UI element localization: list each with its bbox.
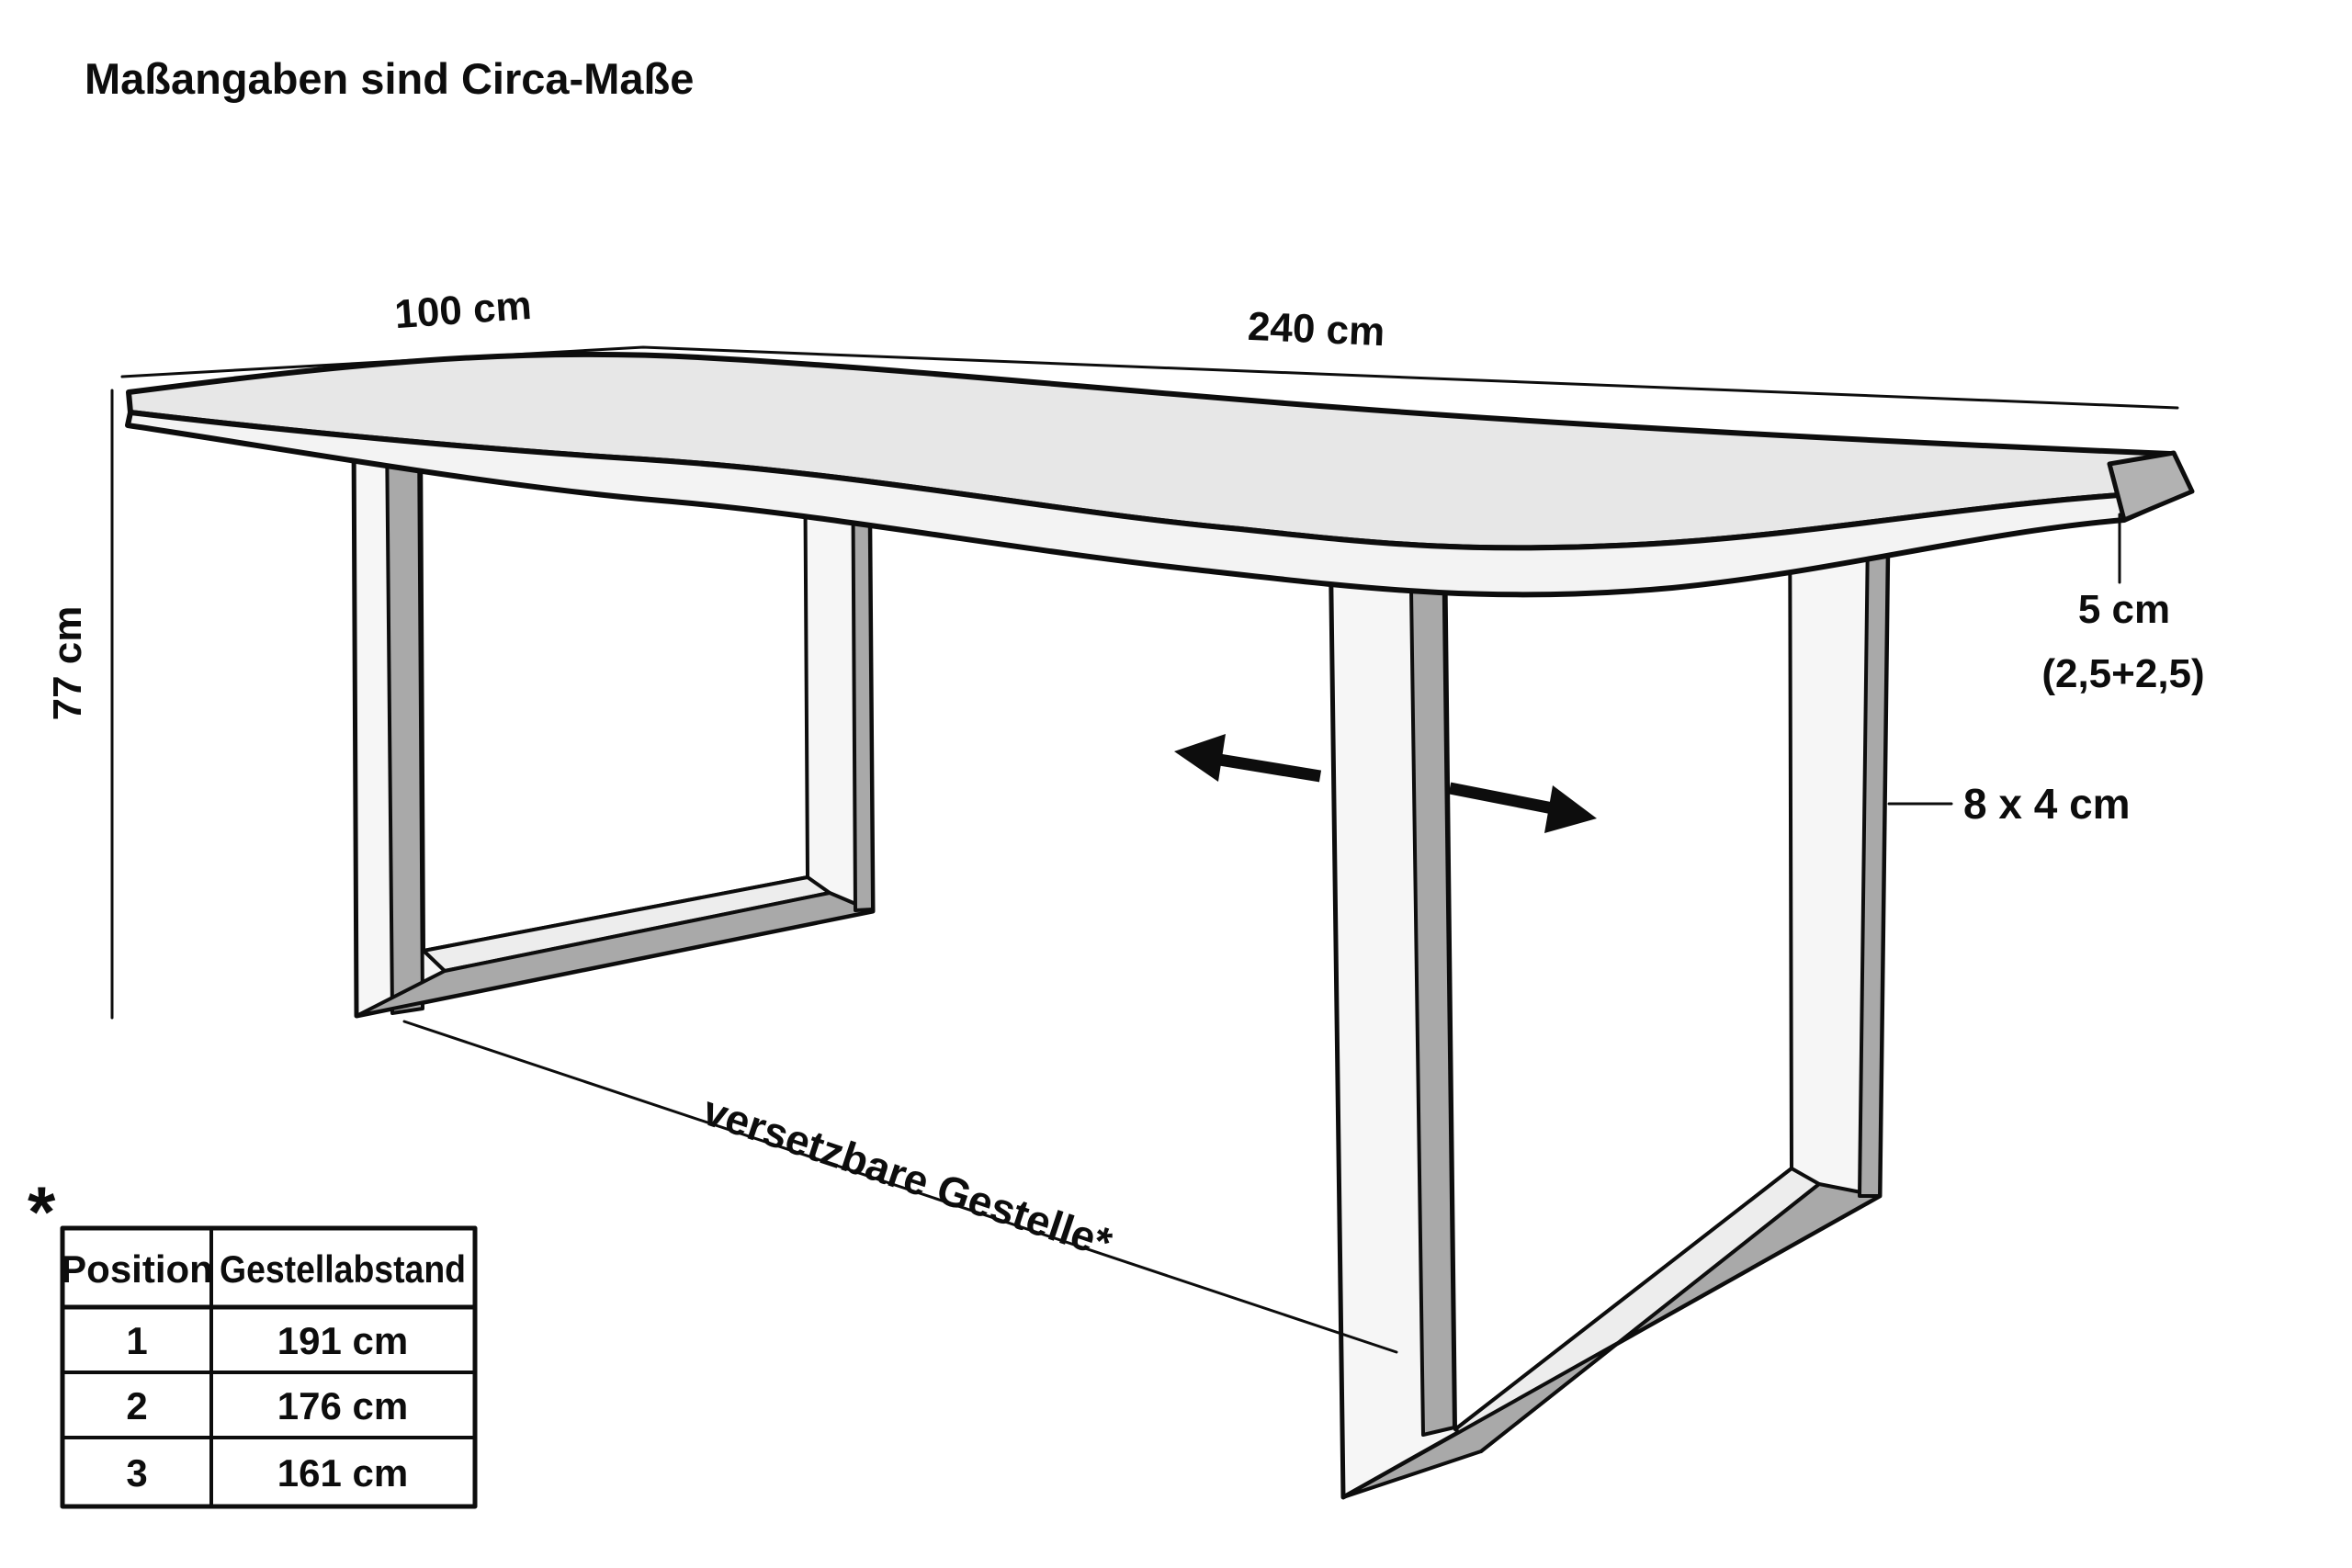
table-header-gestellabstand: Gestellabstand [220,1247,466,1291]
table-cell-position-1: 1 [126,1319,148,1362]
slide-arrow-left-head [1174,734,1226,782]
table-header-position: Position [61,1247,213,1291]
right-leg-frame [1329,459,1889,1497]
frame-profile-label: 8 x 4 cm [1963,780,2131,828]
movable-frames-label: versetzbare Gestelle* [696,1086,1118,1268]
footnote-asterisk: * [28,1171,56,1252]
thickness-label: 5 cm [2077,587,2171,632]
table-cell-position-3: 3 [126,1451,148,1495]
width-dimension-label: 100 cm [392,282,534,338]
table-cell-distance-2: 176 cm [277,1384,409,1427]
height-dimension-label: 77 cm [45,605,90,721]
length-dimension-label: 240 cm [1247,303,1386,355]
page-title: Maßangaben sind Circa-Maße [85,54,695,103]
table-row [126,1451,408,1495]
table-cell-distance-1: 191 cm [277,1319,409,1362]
table-cell-distance-3: 161 cm [277,1451,409,1495]
tabletop-end-face [2109,453,2192,520]
right-leg-opening [1444,459,1792,1429]
thickness-detail-label: (2,5+2,5) [2041,651,2205,696]
table-row [126,1319,408,1362]
table-row [126,1384,408,1427]
left-leg-frame [354,432,873,1016]
table-cell-position-2: 2 [126,1384,148,1427]
frame-distance-table [61,1228,475,1506]
slide-arrow-left [1174,734,1320,782]
left-leg-left-post-side-face [387,432,423,1013]
